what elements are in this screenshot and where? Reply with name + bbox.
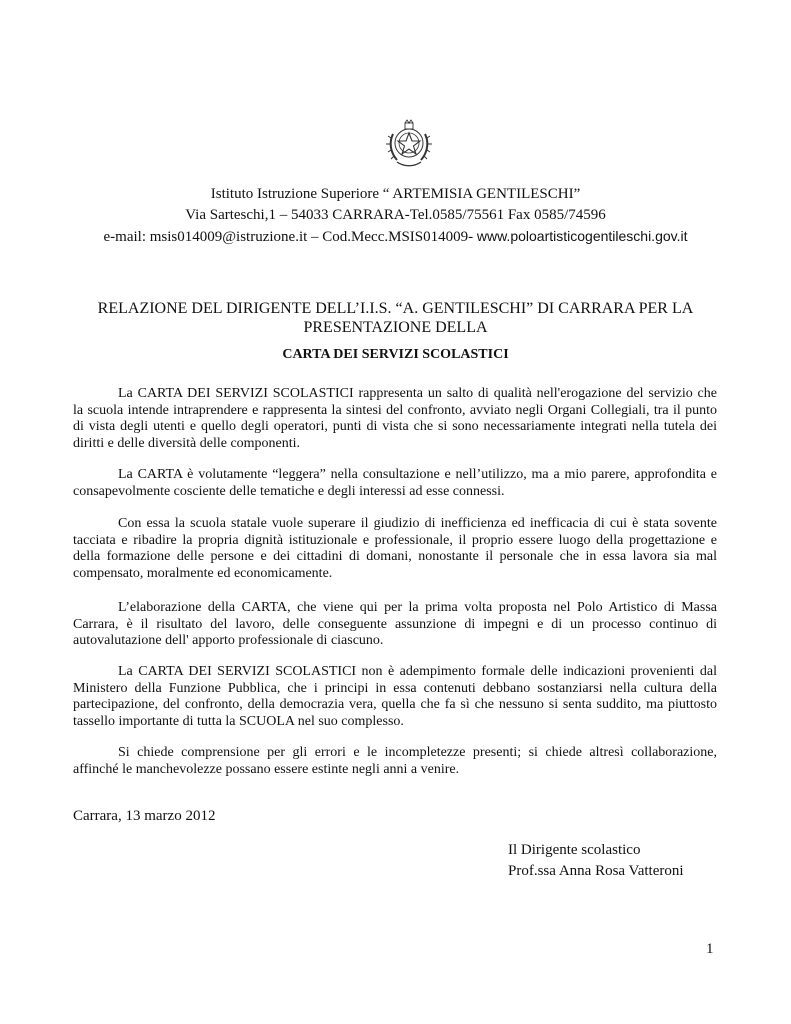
institute-contacts: [0, 227, 791, 247]
document-title: [60, 299, 731, 337]
institute-address: Via Sarteschi,1 – 54033 CARRARA-Tel.0585/75561 Fax 0585/74596: [185, 207, 606, 223]
paragraph-line: affinché le manchevolezze possano essere estinte negli anni a venire.: [73, 761, 460, 777]
signature-name: Prof.ssa Anna Rosa Vatteroni: [508, 863, 684, 879]
paragraph-line: partecipazione, del confronto, della democrazia vera, quella che fa sì che nessuno si senta suddito, ma piuttosto: [73, 697, 717, 713]
paragraph-2: [73, 467, 717, 500]
paragraph-line: L’elaborazione della CARTA, che viene qui per la prima volta proposta nel Polo Artistico di Massa: [118, 600, 717, 615]
paragraph-6: [73, 745, 717, 778]
title-line-2: PRESENTAZIONE DELLA: [303, 319, 488, 336]
paragraph-line: consapevolmente cosciente delle tematiche e degli interessi ad esse connessi.: [73, 483, 505, 499]
paragraph-line: la scuola intende intraprendere e rappresenta la sintesi del confronto, avviato negli Organi Collegiali, tra il punto: [73, 402, 717, 418]
paragraph-line: Con essa la scuola statale vuole superare il giudizio di inefficienza ed inefficacia di cui è stata sovente: [118, 516, 717, 531]
paragraph-line: Carrara, è il risultato del lavoro, delle conseguente assunzione di impegni e di un processo continuo di: [73, 616, 717, 632]
paragraph-line: La CARTA DEI SERVIZI SCOLASTICI rappresenta un salto di qualità nell'erogazione del servizio che: [118, 386, 717, 401]
paragraph-line: La CARTA è volutamente “leggera” nella consultazione e nell’utilizzo, ma a mio parere, approfondita e: [118, 467, 717, 482]
paragraph-3: [73, 516, 717, 582]
paragraph-line: autovalutazione dell' apporto professionale di ciascuno.: [73, 633, 384, 649]
paragraph-line: compensato, moralmente ed economicamente.: [73, 565, 333, 581]
italian-republic-emblem-icon: [384, 118, 434, 170]
email-code-text: e-mail: msis014009@istruzione.it – Cod.Mecc.MSIS014009-: [103, 229, 477, 245]
paragraph-line: di vista degli utenti e quello degli operatori, punti di vista che si sono necessariamente integrati nella tutela dei: [73, 419, 717, 435]
paragraph-line: tassello importante di tutta la SCUOLA nel suo complesso.: [73, 713, 404, 729]
paragraph-5: [73, 664, 717, 730]
institute-name: Istituto Istruzione Superiore “ ARTEMISIA GENTILESCHI”: [210, 186, 581, 202]
paragraph-line: La CARTA DEI SERVIZI SCOLASTICI non è adempimento formale delle indicazioni provenienti dal: [118, 664, 717, 679]
document-subtitle: CARTA DEI SERVIZI SCOLASTICI: [282, 347, 509, 362]
paragraph-1: [73, 386, 717, 452]
date-line: Carrara, 13 marzo 2012: [73, 808, 216, 824]
title-line-1: RELAZIONE DEL DIRIGENTE DELL’I.I.S. “A. GENTILESCHI” DI CARRARA PER LA: [97, 300, 694, 317]
paragraph-line: Ministero della Funzione Pubblica, che i principi in essa contenuti debbano sostanziarsi nella cultura della: [73, 680, 717, 696]
page-number: 1: [706, 941, 714, 957]
paragraph-4: [73, 600, 717, 650]
paragraph-line: diritti e delle diversità delle componenti.: [73, 435, 301, 451]
paragraph-line: Si chiede comprensione per gli errori e le incompletezze presenti; si chiede altresì collaborazione,: [118, 745, 717, 760]
website-link[interactable]: www.poloartisticogentileschi.gov.it: [476, 228, 688, 244]
paragraph-line: tacciata e ribadire la propria dignità istituzionale e professionale, il proprio essere luogo della progettazione e: [73, 532, 717, 548]
signature-role: Il Dirigente scolastico: [508, 842, 641, 858]
paragraph-line: della formazione delle persone e dei cittadini di domani, nonostante il personale che in essa lavora sia mal: [73, 549, 717, 565]
